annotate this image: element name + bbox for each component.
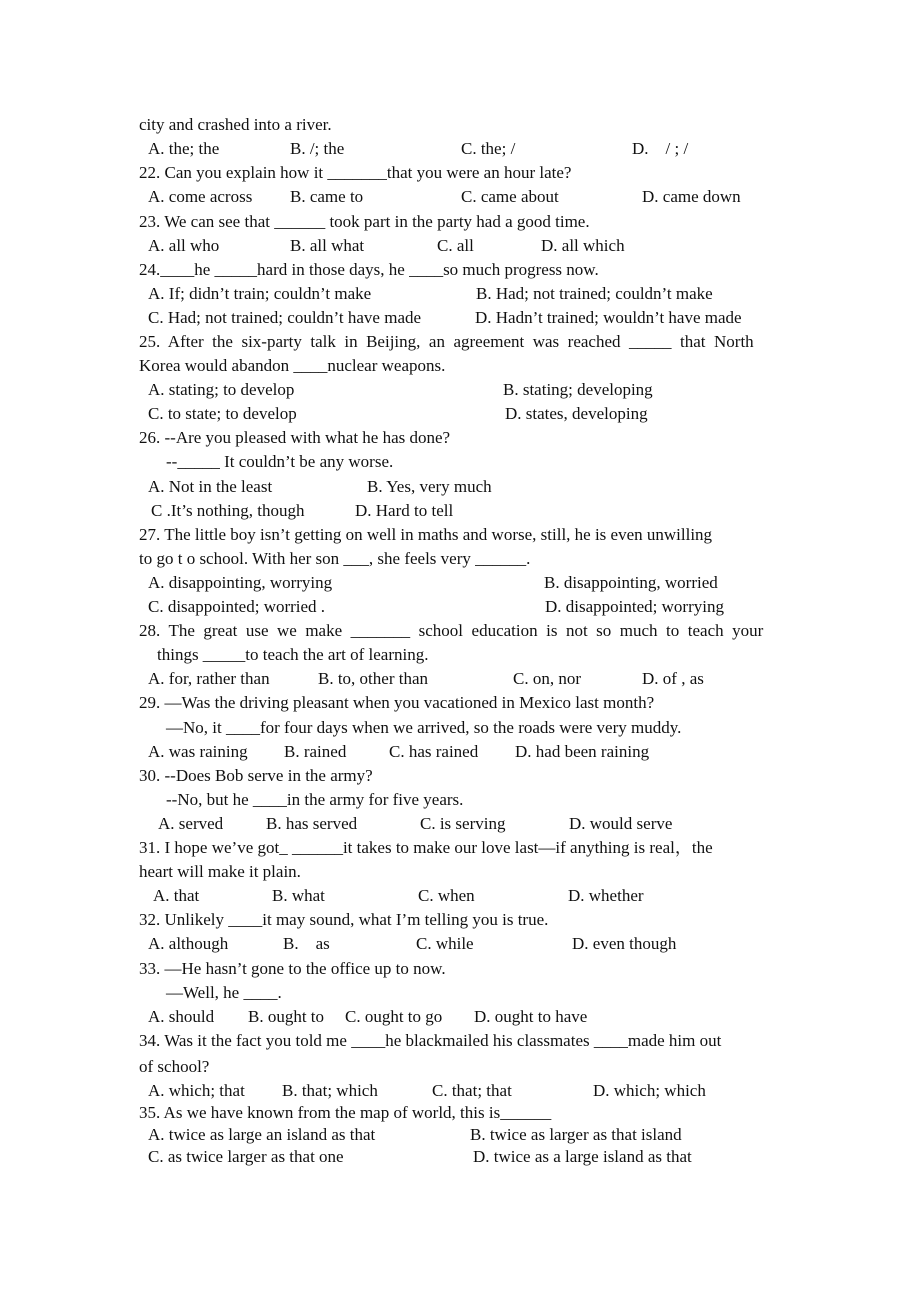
q24-option-b: B. Had; not trained; couldn’t make <box>476 284 713 303</box>
q34-question-line1: 34. Was it the fact you told me ____he blackmailed his classmates ____made him out <box>139 1031 722 1050</box>
q28-question-line1: 28. The great use we make _______ school education is not so much to teach your <box>139 621 764 640</box>
q27-question-line2: to go t o school. With her son ___, she feels very ______. <box>139 549 531 568</box>
q32-option-d: D. even though <box>572 934 677 953</box>
q22-option-c: C. came about <box>461 187 559 206</box>
q27-question-line1: 27. The little boy isn’t getting on well in maths and worse, still, he is even unwilling <box>139 525 713 544</box>
q34-option-a: A. which; that <box>148 1081 245 1100</box>
q21-option-d: D. / ; / <box>632 139 689 158</box>
q31-question-line2: heart will make it plain. <box>139 862 301 881</box>
q32-option-a: A. although <box>148 934 229 953</box>
q24-option-d: D. Hadn’t trained; wouldn’t have made <box>475 308 742 327</box>
q26-reply: --_____ It couldn’t be any worse. <box>166 452 394 471</box>
q27-option-a: A. disappointing, worrying <box>148 573 333 592</box>
q24-option-a: A. If; didn’t train; couldn’t make <box>148 284 372 303</box>
q33-option-d: D. ought to have <box>474 1007 588 1026</box>
q26-option-b: B. Yes, very much <box>367 477 492 496</box>
q27-option-b: B. disappointing, worried <box>544 573 718 592</box>
q26-option-a: A. Not in the least <box>148 477 273 496</box>
q34-option-c: C. that; that <box>432 1081 512 1100</box>
q27-option-d: D. disappointed; worrying <box>545 597 724 616</box>
q29-option-c: C. has rained <box>389 742 479 761</box>
q30-reply: --No, but he ____in the army for five years. <box>166 790 464 809</box>
q33-option-a: A. should <box>148 1007 215 1026</box>
q33-option-c: C. ought to go <box>345 1007 443 1026</box>
q33-reply: —Well, he ____. <box>166 983 282 1002</box>
q24-option-c: C. Had; not trained; couldn’t have made <box>148 308 422 327</box>
q28-option-d: D. of , as <box>642 669 704 688</box>
q21-continuation: city and crashed into a river. <box>139 115 332 134</box>
q34-question-line2: of school? <box>139 1057 210 1076</box>
q26-option-c: C .It’s nothing, though <box>151 501 305 520</box>
q25-option-d: D. states, developing <box>505 404 648 423</box>
q29-option-a: A. was raining <box>148 742 248 761</box>
q29-question: 29. —Was the driving pleasant when you vacationed in Mexico last month? <box>139 693 655 712</box>
q33-question: 33. —He hasn’t gone to the office up to now. <box>139 959 446 978</box>
q21-option-c: C. the; / <box>461 139 516 158</box>
q23-option-c: C. all <box>437 236 474 255</box>
q25-option-a: A. stating; to develop <box>148 380 295 399</box>
q30-option-d: D. would serve <box>569 814 673 833</box>
q24-question: 24.____he _____hard in those days, he ____so much progress now. <box>139 260 599 279</box>
q30-option-b: B. has served <box>266 814 358 833</box>
q31-option-c: C. when <box>418 886 475 905</box>
q25-option-b: B. stating; developing <box>503 380 653 399</box>
q22-option-a: A. come across <box>148 187 253 206</box>
q35-option-b: B. twice as larger as that island <box>470 1125 682 1144</box>
q29-option-b: B. rained <box>284 742 347 761</box>
q35-option-c: C. as twice larger as that one <box>148 1147 344 1166</box>
q30-option-c: C. is serving <box>420 814 506 833</box>
q31-question-line1: 31. I hope we’ve got_ ______it takes to make our love last—if anything is real，the <box>139 838 713 857</box>
q30-question: 30. --Does Bob serve in the army? <box>139 766 373 785</box>
q25-question-line1: 25. After the six-party talk in Beijing, an agreement was reached _____ that North <box>139 332 754 351</box>
q32-option-c: C. while <box>416 934 474 953</box>
q31-option-d: D. whether <box>568 886 644 905</box>
q32-option-b: B. as <box>283 934 330 953</box>
q33-option-b: B. ought to <box>248 1007 325 1026</box>
q22-option-b: B. came to <box>290 187 364 206</box>
q28-option-b: B. to, other than <box>318 669 429 688</box>
q34-option-b: B. that; which <box>282 1081 378 1100</box>
q22-option-d: D. came down <box>642 187 741 206</box>
q30-option-a: A. served <box>158 814 224 833</box>
q26-question: 26. --Are you pleased with what he has done? <box>139 428 451 447</box>
q23-option-d: D. all which <box>541 236 625 255</box>
q31-option-b: B. what <box>272 886 325 905</box>
q23-question: 23. We can see that ______ took part in the party had a good time. <box>139 212 590 231</box>
q35-question: 35. As we have known from the map of world, this is______ <box>139 1103 552 1122</box>
q28-question-line2: things _____to teach the art of learning. <box>157 645 429 664</box>
q31-option-a: A. that <box>153 886 200 905</box>
q23-option-b: B. all what <box>290 236 365 255</box>
q35-option-a: A. twice as large an island as that <box>148 1125 376 1144</box>
q28-option-c: C. on, nor <box>513 669 581 688</box>
q25-question-line2: Korea would abandon ____nuclear weapons. <box>139 356 446 375</box>
q34-option-d: D. which; which <box>593 1081 706 1100</box>
q26-option-d: D. Hard to tell <box>355 501 454 520</box>
q32-question: 32. Unlikely ____it may sound, what I’m telling you is true. <box>139 910 549 929</box>
q29-reply: —No, it ____for four days when we arrived, so the roads were very muddy. <box>166 718 682 737</box>
q35-option-d: D. twice as a large island as that <box>473 1147 692 1166</box>
q23-option-a: A. all who <box>148 236 220 255</box>
q28-option-a: A. for, rather than <box>148 669 270 688</box>
q29-option-d: D. had been raining <box>515 742 650 761</box>
q21-option-a: A. the; the <box>148 139 220 158</box>
q22-question: 22. Can you explain how it _______that you were an hour late? <box>139 163 572 182</box>
q27-option-c: C. disappointed; worried . <box>148 597 326 616</box>
q21-option-b: B. /; the <box>290 139 345 158</box>
q25-option-c: C. to state; to develop <box>148 404 297 423</box>
